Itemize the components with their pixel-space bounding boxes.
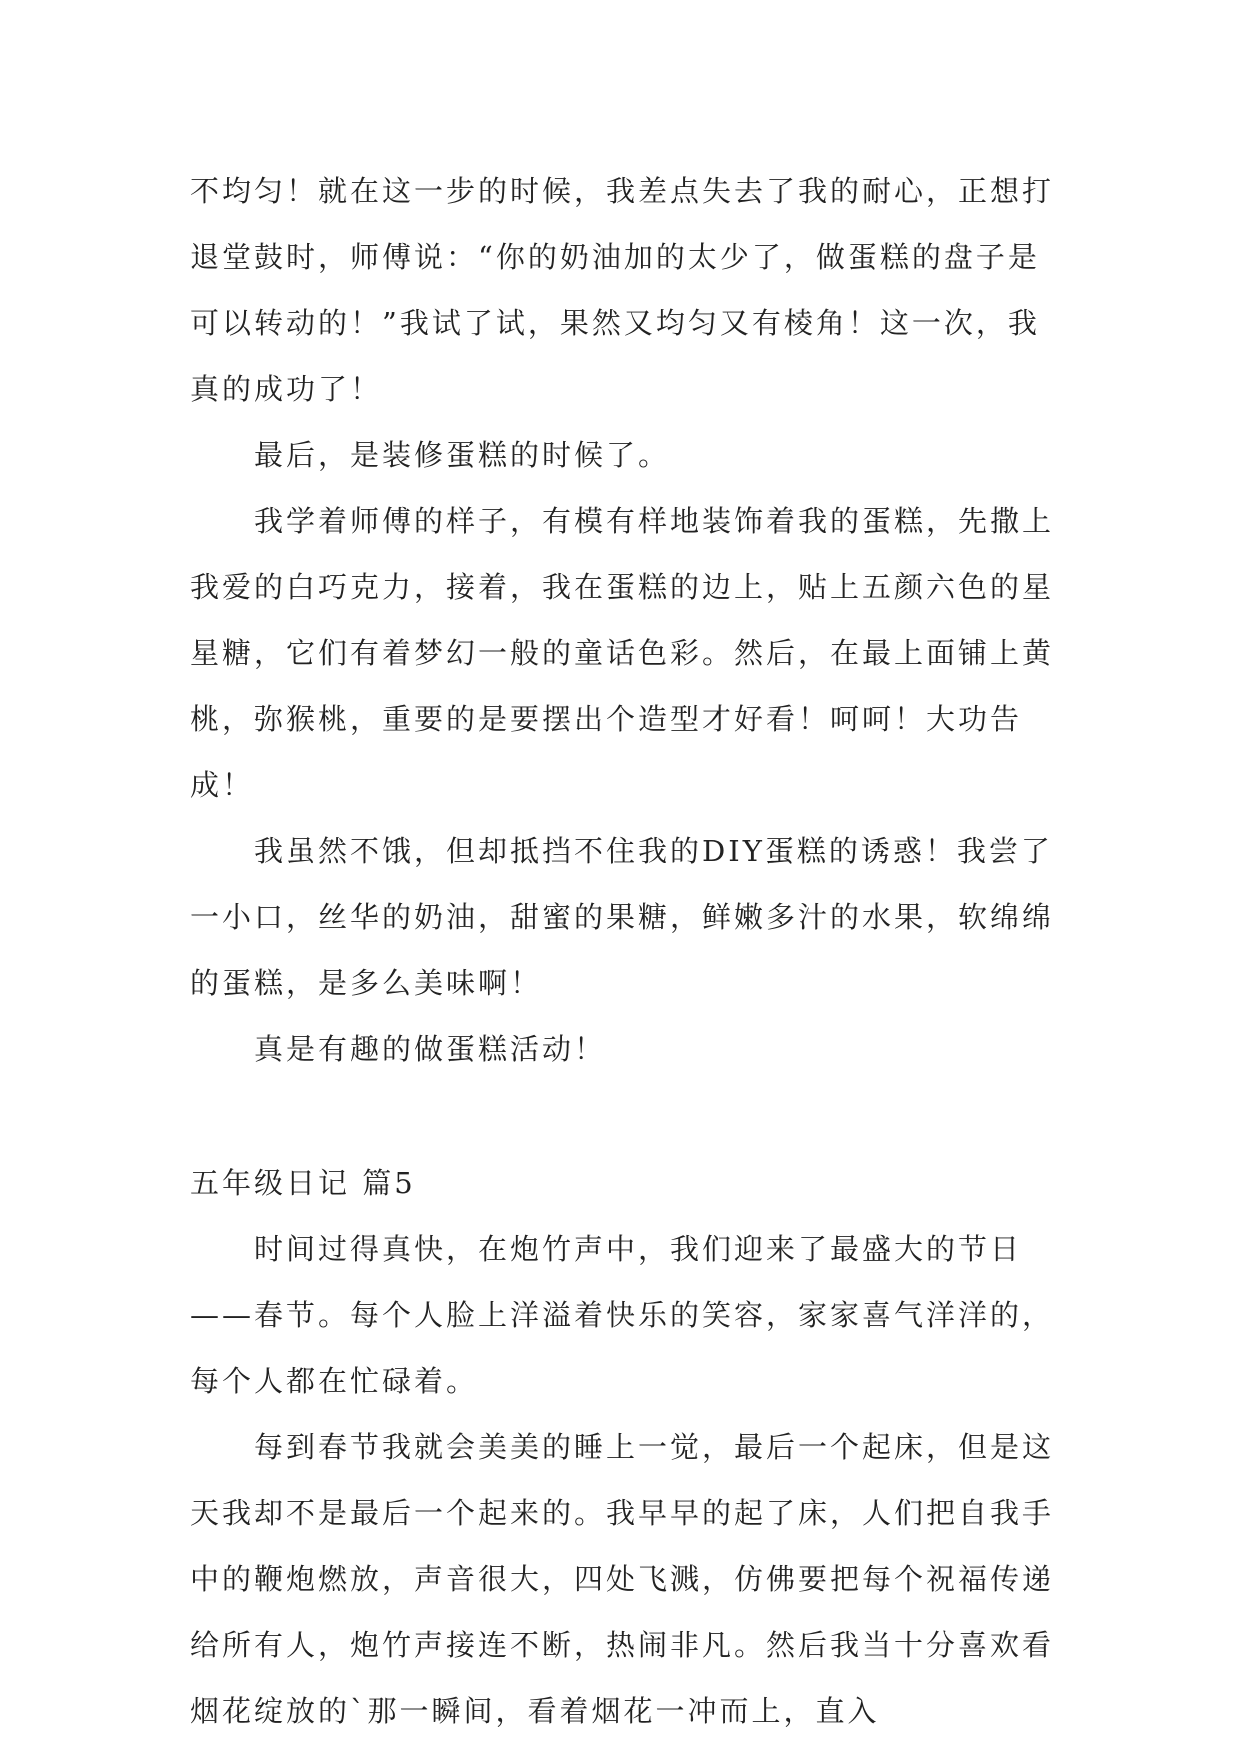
paragraph: 最后，是装修蛋糕的时候了。	[254, 438, 671, 472]
paragraph: 我虽然不饿，但却抵挡不住我的DIY蛋糕的诱惑！我尝了一小口，丝华的奶油，甜蜜的果糖，鲜嫩多汁的水果，软绵绵的蛋糕，是多么美味啊！	[190, 834, 1055, 1000]
section-heading: 五年级日记 篇5	[190, 1166, 416, 1200]
paragraph: 我学着师傅的样子，有模有样地装饰着我的蛋糕，先撒上我爱的白巧克力，接着，我在蛋糕的边上，贴上五颜六色的星星糖，它们有着梦幻一般的童话色彩。然后，在最上面铺上黄桃，弥猴桃，重要的是要摆出个造型才好看！呵呵！大功告成！	[190, 504, 1055, 802]
document-body	[190, 158, 1070, 1744]
paragraph: 真是有趣的做蛋糕活动！	[254, 1032, 607, 1066]
paragraph-continued: 不均匀！就在这一步的时候，我差点失去了我的耐心，正想打退堂鼓时，师傅说：“你的奶油加的太少了，做蛋糕的盘子是可以转动的！”我试了试，果然又均匀又有棱角！这一次，我真的成功了！	[190, 174, 1055, 406]
paragraph: 每到春节我就会美美的睡上一觉，最后一个起床，但是这天我却不是最后一个起来的。我早早的起了床，人们把自我手中的鞭炮燃放，声音很大，四处飞溅，仿佛要把每个祝福传递给所有人，炮竹声接连不断，热闹非凡。然后我当十分喜欢看烟花绽放的`那一瞬间，看着烟花一冲而上，直入	[190, 1430, 1055, 1728]
paragraph: 时间过得真快，在炮竹声中，我们迎来了最盛大的节日——春节。每个人脸上洋溢着快乐的笑容，家家喜气洋洋的，每个人都在忙碌着。	[190, 1232, 1055, 1398]
